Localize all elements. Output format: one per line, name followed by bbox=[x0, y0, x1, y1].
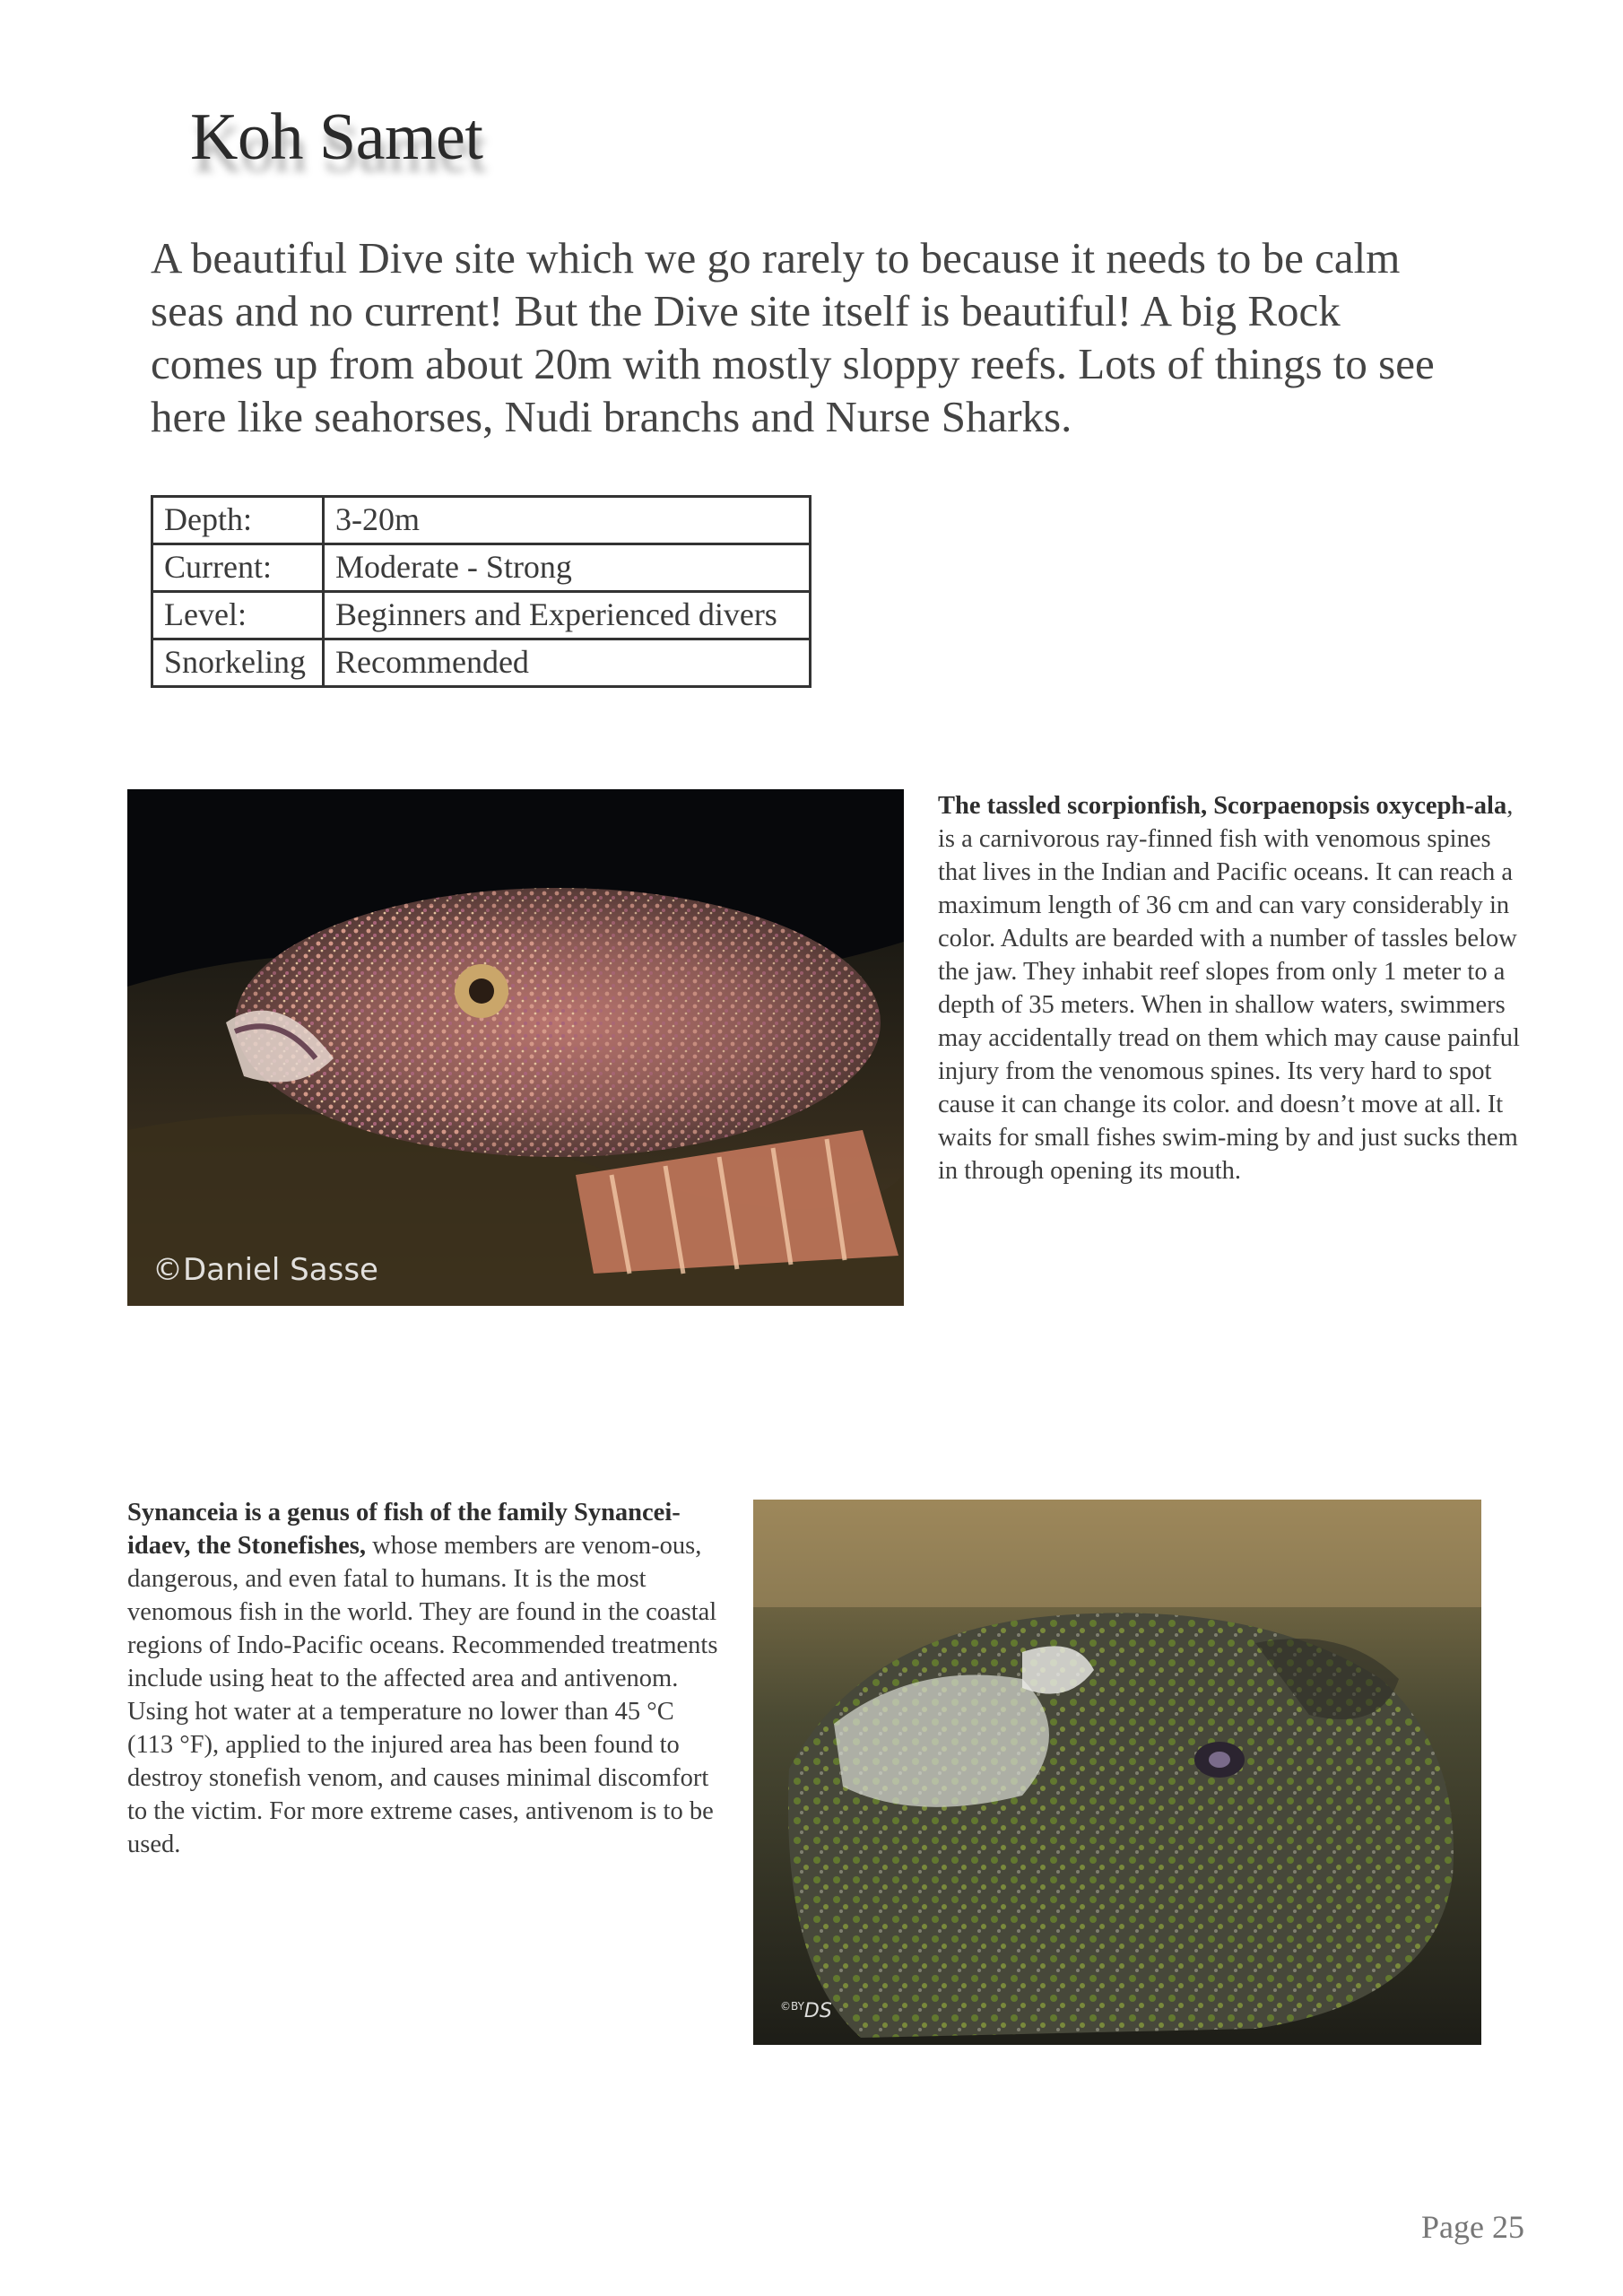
caption-heading: The tassled scorpionfish, Scorpaenopsis oxyceph-ala bbox=[938, 792, 1507, 820]
credit-initials: DS bbox=[803, 2000, 832, 2022]
stonefish-caption bbox=[127, 1496, 726, 1861]
stonefish-photo bbox=[753, 1500, 1481, 2045]
table-row bbox=[152, 497, 811, 544]
scorpionfish-illustration bbox=[127, 789, 904, 1306]
photo-credit: ©Daniel Sasse bbox=[152, 1252, 378, 1288]
fact-label: Snorkeling bbox=[152, 639, 324, 687]
page-number: Page 25 bbox=[1421, 2209, 1524, 2245]
fact-label: Level: bbox=[152, 592, 324, 639]
fact-value: Recommended bbox=[324, 639, 811, 687]
fact-label: Current: bbox=[152, 544, 324, 592]
fact-label: Depth: bbox=[152, 497, 324, 544]
scorpionfish-photo bbox=[127, 789, 904, 1306]
stonefish-illustration bbox=[753, 1500, 1481, 2045]
fact-value: Beginners and Experienced divers bbox=[324, 592, 811, 639]
table-row bbox=[152, 544, 811, 592]
caption-body: whose members are venom-ous, dangerous, and even fatal to humans. It is the most venomous fish in the world. They are found in the coastal regions of Indo-Pacific oceans. Recommended treatments include using heat to the affected area and antivenom. Using hot water at a temperature no lower than 45 °C (113 °F), applied to the injured area has been found to destroy stonefish venom, and causes minimal discomfort to the victim. For more extreme cases, antivenom is to be used. bbox=[127, 1532, 718, 1858]
fact-value: Moderate - Strong bbox=[324, 544, 811, 592]
photo-credit bbox=[780, 2000, 832, 2022]
dive-facts-table bbox=[151, 495, 812, 688]
scorpionfish-caption bbox=[938, 789, 1530, 1187]
table-row bbox=[152, 639, 811, 687]
fact-value: 3-20m bbox=[324, 497, 811, 544]
table-row bbox=[152, 592, 811, 639]
intro-paragraph: A beautiful Dive site which we go rarely to because it needs to be calm seas and no current! But the Dive site itself is beautiful! A big Rock comes up from about 20m with mostly sloppy reefs. Lots of things to see here like seahorses, Nudi branchs and Nurse Sharks. bbox=[151, 233, 1435, 441]
caption-heading: Synanceia is a genus of fish of the family Synancei-idaev, the Stonefishes, bbox=[127, 1499, 681, 1560]
caption-body: , is a carnivorous ray-finned fish with venomous spines that lives in the Indian and Pacific oceans. It can reach a maximum length of 36 cm and can vary considerably in color. Adults are bearded with a number of tassles below the jaw. They inhabit reef slopes from only 1 meter to a depth of 35 meters. When in shallow waters, swimmers may accidentally tread on them which may cause painful injury from the venomous spines. Its very hard to spot cause it can change its color. and doesn’t move at all. It waits for small fishes swim-ming by and just sucks them in through opening its mouth. bbox=[938, 792, 1520, 1185]
credit-prefix: ©BY bbox=[780, 2000, 804, 2013]
page-title: Koh Samet bbox=[190, 100, 483, 174]
